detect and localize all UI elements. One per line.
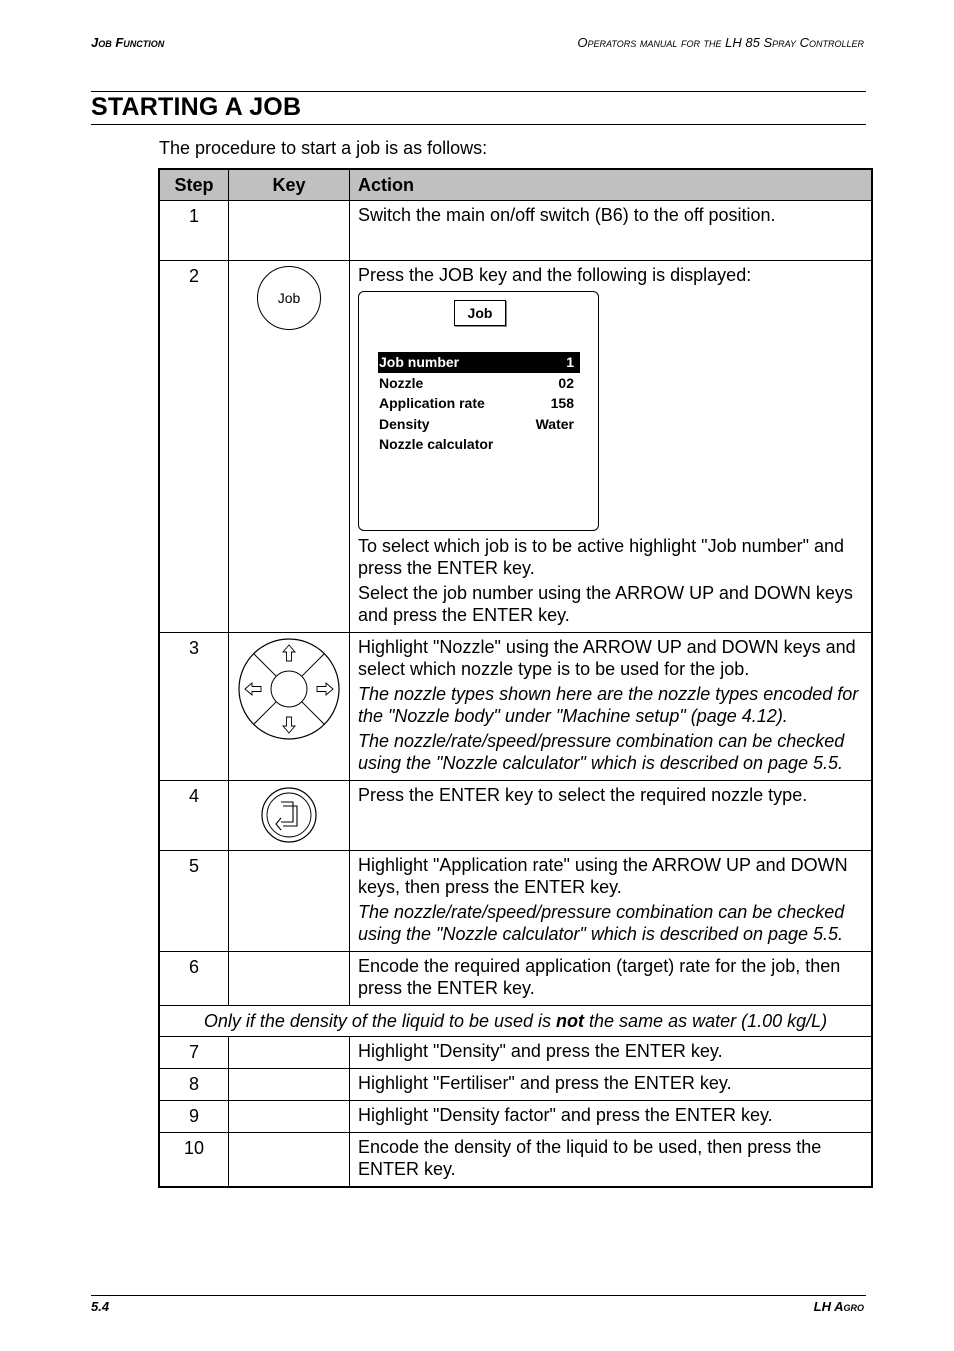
display-row-label: Nozzle (379, 374, 424, 391)
job-display-screen (358, 291, 599, 531)
key-cell-empty (229, 1037, 350, 1069)
table-row (159, 633, 872, 781)
display-row-nozzle-calculator (378, 434, 580, 455)
table-row (159, 851, 872, 952)
display-row-label: Density (379, 415, 430, 432)
job-key-icon (257, 266, 321, 330)
action-text: To select which job is to be active highlight "Job number" and press the ENTER key. (358, 536, 845, 578)
display-row-nozzle (378, 373, 580, 394)
key-cell-empty (229, 1069, 350, 1101)
page-title: STARTING A JOB (91, 93, 302, 121)
action-text: Select the job number using the ARROW UP and DOWN keys and press the ENTER key. (358, 583, 853, 625)
action-text: Highlight "Density" and press the ENTER key. (358, 1041, 723, 1061)
display-row-label: Application rate (379, 395, 485, 411)
table-row (159, 261, 872, 633)
table-header-row (159, 169, 872, 201)
table-row (159, 781, 872, 851)
note-text-bold: not (556, 1011, 585, 1031)
action-cell (350, 261, 873, 633)
action-text: Encode the required application (target) rate for the job, then press the ENTER key. (358, 956, 841, 998)
action-cell (350, 1069, 873, 1101)
column-header-step: Step (159, 169, 229, 201)
action-note: The nozzle/rate/speed/pressure combination can be checked using the "Nozzle calculator" which is described on page 5.5. (358, 731, 845, 773)
key-cell-empty (229, 1133, 350, 1188)
action-text: Highlight "Fertiliser" and press the ENTER key. (358, 1073, 732, 1093)
job-key-label: Job (277, 290, 301, 306)
display-row-density (378, 414, 580, 435)
action-note: The nozzle types shown here are the nozzle types encoded for the "Nozzle body" under "Machine setup" (page 4.12). (358, 684, 859, 726)
action-text: Highlight "Density factor" and press the ENTER key. (358, 1105, 773, 1125)
intro-text: The procedure to start a job is as follows: (159, 138, 488, 158)
header-manual-title: Operators manual for the LH 85 Spray Controller (577, 35, 864, 50)
action-text: Encode the density of the liquid to be used, then press the ENTER key. (358, 1137, 822, 1179)
display-row-value: 158 (550, 395, 574, 411)
action-text: Press the JOB key and the following is displayed: (358, 265, 752, 285)
density-note (159, 1006, 872, 1037)
action-text: Press the ENTER key to select the required nozzle type. (358, 785, 808, 805)
step-number: 5 (159, 851, 229, 952)
action-cell (350, 633, 873, 781)
display-row-value: 1 (566, 354, 574, 370)
key-cell-empty (229, 952, 350, 1006)
table-row (159, 1069, 872, 1101)
action-cell (350, 952, 873, 1006)
action-cell (350, 781, 873, 851)
action-cell (350, 851, 873, 952)
title-rule-bottom (91, 124, 866, 125)
arrow-keypad-icon (236, 636, 342, 742)
action-text: Highlight "Nozzle" using the ARROW UP and DOWN keys and select which nozzle type is to be used for the job. (358, 637, 856, 679)
note-text-before: Only if the density of the liquid to be used is (203, 1011, 557, 1031)
table-row (159, 1133, 872, 1188)
step-number: 3 (159, 633, 229, 781)
action-cell (350, 1101, 873, 1133)
step-number: 10 (159, 1133, 229, 1188)
step-number: 7 (159, 1037, 229, 1069)
action-cell (350, 1133, 873, 1188)
key-cell (229, 781, 350, 851)
step-number: 2 (159, 261, 229, 633)
step-number: 4 (159, 781, 229, 851)
column-header-action: Action (350, 169, 873, 201)
table-note-row (159, 1006, 872, 1037)
table-row (159, 201, 872, 261)
display-row-value: 02 (558, 374, 574, 391)
steps-table (158, 168, 873, 1188)
display-row-job-number (378, 352, 580, 373)
column-header-key: Key (229, 169, 350, 201)
footer-brand: LH Agro (813, 1299, 864, 1314)
note-text-after: the same as water (1.00 kg/L) (584, 1011, 828, 1031)
footer-rule (91, 1295, 866, 1296)
step-number: 8 (159, 1069, 229, 1101)
action-text: Highlight "Application rate" using the ARROW UP and DOWN keys, then press the ENTER key. (358, 855, 848, 897)
display-menu (378, 352, 580, 455)
action-note: The nozzle/rate/speed/pressure combination can be checked using the "Nozzle calculator" which is described on page 5.5. (358, 902, 845, 944)
action-text: Switch the main on/off switch (B6) to the off position. (358, 205, 776, 225)
step-number: 9 (159, 1101, 229, 1133)
key-cell-empty (229, 201, 350, 261)
header-section-title: Job Function (91, 35, 165, 50)
display-row-application-rate (378, 393, 580, 414)
key-cell-empty (229, 851, 350, 952)
table-row (159, 1101, 872, 1133)
key-cell (229, 633, 350, 781)
action-cell (350, 201, 873, 261)
step-number: 6 (159, 952, 229, 1006)
enter-key-icon (259, 785, 319, 845)
step-number: 1 (159, 201, 229, 261)
display-row-value: Water (535, 415, 574, 432)
footer-page-number: 5.4 (91, 1299, 110, 1314)
key-cell-empty (229, 1101, 350, 1133)
key-cell (229, 261, 350, 633)
table-row (159, 1037, 872, 1069)
table-row (159, 952, 872, 1006)
title-rule-top (91, 91, 866, 92)
display-tab-job: Job (454, 300, 506, 326)
display-row-label: Nozzle calculator (379, 436, 494, 452)
action-cell (350, 1037, 873, 1069)
display-row-label: Job number (379, 354, 460, 370)
